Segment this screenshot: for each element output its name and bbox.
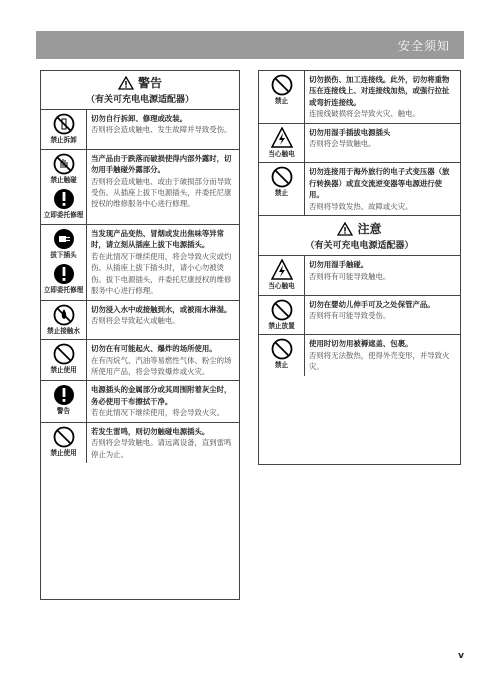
unplug-icon xyxy=(53,228,75,250)
prohibited-icon xyxy=(53,343,75,365)
header-bar xyxy=(36,31,464,59)
warning-panel xyxy=(40,70,240,600)
warning-row-exposed-parts: 禁止触碰 立即委托修理 当产品由于跌落而破损使得内部外露时，切勿用手触碰外露部分。 否则将会造成触电、或由于破损部分而导致受伤。从插座上拔下电源插头，并委托尼康授权的维修服务中心进行修理。 xyxy=(41,149,239,224)
warning-subtitle: （有关可充电电源适配器） xyxy=(85,95,194,105)
warning-row-wet-hands: 当心触电 切勿用湿手插拔电源插头 否则将会导致触电。 xyxy=(259,123,460,163)
caution-title: 注意 xyxy=(357,222,382,237)
caution-row-cover: 禁止 使用时切勿用被褥遮盖、包裹。 否则将无法散热，使得外壳变形，并导致火灾。 xyxy=(259,334,460,375)
warning-banner xyxy=(41,71,239,110)
prohibited-icon xyxy=(271,74,293,96)
prohibited-icon xyxy=(271,299,293,321)
warning-title: 警告 xyxy=(137,76,162,90)
prohibited-icon xyxy=(271,338,293,360)
warning-row-overheat: 拔下插头 立即委托修理 当发现产品变热、冒烟或发出焦味等异常时，请立刻从插座上拔下电源插头。 若在此情况下继续使用，将会导致火灾或灼伤。从插座上拔下插头时，请小心勿被烫伤。拔下电源插头，并委托尼康授权的维修服务中心进行修理。 xyxy=(41,224,239,300)
no-touch-icon xyxy=(53,153,75,175)
caution-row-wet-hands: 当心触电 切勿用湿手触碰。 否则将有可能导致触电。 xyxy=(259,255,460,295)
warning-row-cable: 禁止 切勿损伤、加工连接线。此外，切勿将重物压在连接线上、对连接线加热，或强行拉扯或弯折连接线。 连接线破损将会导致火灾、触电。 xyxy=(259,71,460,123)
no-disassembly-icon xyxy=(53,113,75,135)
warning-triangle-icon xyxy=(118,76,134,90)
page-number: v xyxy=(458,651,464,661)
mandatory-repair-icon xyxy=(53,188,75,210)
prohibited-icon xyxy=(53,426,75,448)
caution-icon xyxy=(53,384,75,406)
caution-row-children: 禁止放置 切勿在婴幼儿伸手可及之处保管产品。 否则将有可能导致受伤。 xyxy=(259,295,460,335)
warning-row-dust: 警告 电源插头的金属部分或其周围附着灰尘时，务必使用干布擦拭干净。 若在此情况下继续使用，将会导致火灾。 xyxy=(41,380,239,421)
mandatory-repair-icon xyxy=(53,263,75,285)
electric-shock-icon xyxy=(271,259,293,281)
caution-triangle-icon xyxy=(337,222,353,236)
prohibited-icon xyxy=(271,166,293,188)
caution-banner xyxy=(259,215,460,255)
warning-row-explosive: 禁止使用 切勿在有可能起火、爆炸的场所使用。 在有丙烷气、汽油等易燃性气体、粉尘的场所使用产品，将会导致爆炸或火灾。 xyxy=(41,339,239,380)
no-water-icon xyxy=(53,304,75,326)
warning-row-thunder: 禁止使用 若发生雷鸣，则切勿触碰电源插头。 否则将会导致触电。请远离设备，直到雷鸣停止为止。 xyxy=(41,422,239,463)
caution-subtitle: （有关可充电电源适配器） xyxy=(305,241,414,252)
warning-row-converter: 禁止 切勿连接用于海外旅行的电子式变压器（旅行转换器）或直交流逆变器等电源进行使用。 否则将导致发热、故障或火灾。 xyxy=(259,162,460,215)
right-panel xyxy=(258,70,461,465)
warning-row-disassembly: 禁止拆卸 切勿自行拆卸、修理或改装。 否则将会造成触电、发生故障并导致受伤。 xyxy=(41,110,239,149)
electric-shock-icon xyxy=(271,127,293,149)
page-title: 安全须知 xyxy=(397,39,450,53)
warning-row-water: 禁止接触水 切勿浸入水中或接触到水，或被雨水淋湿。 否则将会导致起火或触电。 xyxy=(41,300,239,340)
